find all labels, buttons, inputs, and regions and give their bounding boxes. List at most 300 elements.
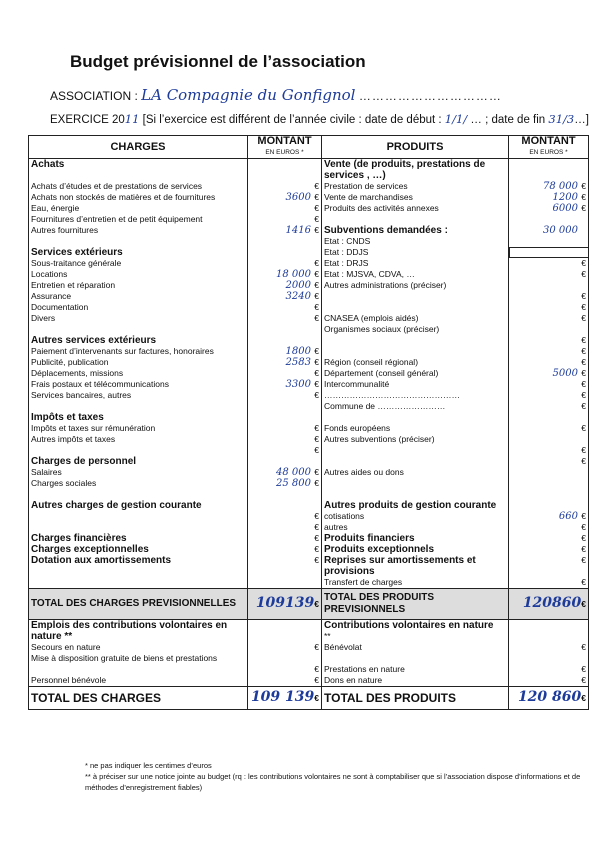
produit-amount[interactable] bbox=[509, 401, 589, 412]
charge-amount[interactable] bbox=[248, 181, 322, 192]
euro-sign: € bbox=[314, 302, 319, 312]
charge-label: Charges financières bbox=[29, 533, 248, 544]
charge-label: Achats d’études et de prestations de services bbox=[29, 181, 248, 192]
produit-label: Autres subventions (préciser) bbox=[322, 434, 509, 445]
charge-label bbox=[29, 324, 248, 335]
produit-amount[interactable] bbox=[509, 412, 589, 423]
produit-label: cotisations bbox=[322, 511, 509, 522]
charge-amount[interactable] bbox=[248, 258, 322, 269]
handwritten-amount: 25 800 bbox=[276, 478, 311, 489]
charge-label: Dotation aux amortissements bbox=[29, 555, 248, 566]
produit-amount[interactable] bbox=[509, 544, 589, 555]
euro-sign: € bbox=[581, 642, 586, 652]
produit-amount[interactable] bbox=[509, 489, 589, 500]
handwritten-amount: 120 860 bbox=[517, 689, 582, 705]
footnotes bbox=[85, 760, 585, 793]
charge-label: Fournitures d’entretien et de petit équipement bbox=[29, 214, 248, 225]
euro-sign: € bbox=[581, 192, 586, 202]
contrib-charge-amount[interactable] bbox=[248, 620, 322, 632]
total-produits-prev-amount[interactable] bbox=[509, 589, 589, 620]
charge-label: Services extérieurs bbox=[29, 247, 248, 258]
contrib-produit-amount[interactable] bbox=[509, 664, 589, 675]
charge-label: Charges exceptionnelles bbox=[29, 544, 248, 555]
handwritten-amount: 1800 bbox=[285, 346, 311, 357]
produit-amount[interactable] bbox=[509, 192, 589, 203]
charge-label: Services bancaires, autres bbox=[29, 390, 248, 401]
table-row bbox=[29, 335, 589, 346]
table-row bbox=[29, 544, 589, 555]
produit-label: Etat : MJSVA, CDVA, … bbox=[322, 269, 509, 280]
charge-label: Publicité, publication bbox=[29, 357, 248, 368]
charge-amount[interactable] bbox=[248, 445, 322, 456]
charge-label bbox=[29, 511, 248, 522]
contribution-row bbox=[29, 675, 589, 687]
charge-label: Salaires bbox=[29, 467, 248, 478]
handwritten-amount: 1200 bbox=[552, 192, 578, 203]
euro-sign: € bbox=[581, 522, 586, 532]
charge-amount[interactable] bbox=[248, 423, 322, 434]
produit-label: ………………………………………… bbox=[322, 390, 509, 401]
euro-sign: € bbox=[581, 368, 586, 378]
table-row bbox=[29, 181, 589, 192]
table-row bbox=[29, 434, 589, 445]
produit-amount[interactable] bbox=[509, 456, 589, 467]
charge-label: Divers bbox=[29, 313, 248, 324]
total-charges-prev-amount[interactable] bbox=[248, 589, 322, 620]
euro-sign: € bbox=[314, 225, 319, 235]
total-charges-amount[interactable] bbox=[248, 687, 322, 710]
charge-amount[interactable] bbox=[248, 555, 322, 566]
contrib-charge-label: Emplois des contributions volontaires en bbox=[29, 620, 248, 632]
produit-label: Organismes sociaux (préciser) bbox=[322, 324, 509, 335]
produit-label bbox=[322, 214, 509, 225]
charge-label: Charges de personnel bbox=[29, 456, 248, 467]
produit-amount[interactable] bbox=[509, 170, 589, 181]
contribution-row bbox=[29, 653, 589, 664]
produit-amount[interactable] bbox=[509, 566, 589, 577]
total-charges-prev-label: TOTAL DES CHARGES PREVISIONNELLES bbox=[29, 589, 248, 620]
charge-label: Achats non stockés de matières et de fournitures bbox=[29, 192, 248, 203]
table-row bbox=[29, 302, 589, 313]
exercice-close: …] bbox=[574, 114, 589, 126]
euro-sign: € bbox=[581, 693, 586, 703]
euro-sign: € bbox=[581, 291, 586, 301]
produit-label: Vente de marchandises bbox=[322, 192, 509, 203]
handwritten-amount: 48 000 bbox=[276, 467, 311, 478]
exercice-label: EXERCICE 20 bbox=[50, 114, 125, 126]
footnote-2: ** à préciser sur une notice jointe au budget (rq : les contributions volontaires ne sont à comptabiliser que si l’association dispose d’informations et de méthodes d’enregistrement fiables) bbox=[85, 772, 581, 792]
contrib-produit-amount[interactable] bbox=[509, 631, 589, 642]
handwritten-amount: 109139 bbox=[255, 595, 315, 611]
contribution-row bbox=[29, 620, 589, 632]
euro-sign: € bbox=[314, 280, 319, 290]
produit-amount[interactable] bbox=[509, 445, 589, 456]
euro-sign: € bbox=[314, 522, 319, 532]
table-row bbox=[29, 456, 589, 467]
produit-amount[interactable] bbox=[509, 225, 589, 236]
charge-amount[interactable] bbox=[248, 192, 322, 203]
euro-sign: € bbox=[581, 544, 586, 554]
charge-label: Autres fournitures bbox=[29, 225, 248, 236]
produit-label: Etat : DDJS bbox=[322, 247, 509, 258]
footnote-1: * ne pas indiquer les centimes d’euros bbox=[85, 761, 212, 770]
euro-sign: € bbox=[314, 642, 319, 652]
euro-sign: € bbox=[314, 291, 319, 301]
contrib-charge-label: nature ** bbox=[29, 631, 248, 642]
table-row bbox=[29, 511, 589, 522]
handwritten-amount: 3600 bbox=[285, 192, 311, 203]
contrib-produit-label: Bénévolat bbox=[322, 642, 509, 653]
total-produits-prev-label: TOTAL DES PRODUITS PREVISIONNELS bbox=[322, 589, 509, 620]
euro-sign: € bbox=[314, 192, 319, 202]
table-row bbox=[29, 236, 589, 247]
produit-label bbox=[322, 456, 509, 467]
handwritten-amount: 120860 bbox=[522, 595, 582, 611]
contribution-row bbox=[29, 631, 589, 642]
contrib-produit-label: Contributions volontaires en nature bbox=[322, 620, 509, 632]
euro-sign: € bbox=[314, 346, 319, 356]
produit-label: Intercommunalité bbox=[322, 379, 509, 390]
handwritten-amount: 2583 bbox=[285, 357, 311, 368]
produit-amount[interactable] bbox=[509, 181, 589, 192]
charge-label: Autres charges de gestion courante bbox=[29, 500, 248, 511]
euro-sign: € bbox=[314, 478, 319, 488]
charge-label: Déplacements, missions bbox=[29, 368, 248, 379]
produit-label: Etat : DRJS bbox=[322, 258, 509, 269]
euro-sign: € bbox=[581, 533, 586, 543]
charge-amount[interactable] bbox=[248, 379, 322, 390]
produit-label bbox=[322, 335, 509, 346]
charge-amount[interactable] bbox=[248, 203, 322, 214]
contrib-produit-label: Prestations en nature bbox=[322, 664, 509, 675]
produit-amount[interactable] bbox=[509, 236, 589, 247]
handwritten-amount: 30 000 bbox=[543, 225, 578, 236]
end-date[interactable]: 31/3 bbox=[548, 112, 575, 126]
table-row bbox=[29, 467, 589, 478]
euro-sign: € bbox=[314, 203, 319, 213]
produit-amount[interactable] bbox=[509, 302, 589, 313]
handwritten-amount: 660 bbox=[558, 511, 578, 522]
produit-label bbox=[322, 412, 509, 423]
charge-amount[interactable] bbox=[248, 302, 322, 313]
produit-amount[interactable] bbox=[509, 379, 589, 390]
produit-label: Produits financiers bbox=[322, 533, 509, 544]
charge-amount[interactable] bbox=[248, 324, 322, 335]
charge-amount[interactable] bbox=[248, 566, 322, 577]
charge-amount[interactable] bbox=[248, 511, 322, 522]
charges-header: CHARGES bbox=[29, 136, 248, 159]
produit-label: Subventions demandées : bbox=[322, 225, 509, 236]
contrib-produit-label: ** bbox=[322, 631, 509, 642]
handwritten-amount: 78 000 bbox=[543, 181, 578, 192]
produit-label: Fonds européens bbox=[322, 423, 509, 434]
table-row bbox=[29, 500, 589, 511]
euro-sign: € bbox=[314, 544, 319, 554]
contrib-charge-amount[interactable] bbox=[248, 675, 322, 687]
handwritten-amount: 2000 bbox=[285, 280, 311, 291]
charge-label bbox=[29, 445, 248, 456]
produit-amount[interactable] bbox=[509, 577, 589, 589]
contrib-charge-amount[interactable] bbox=[248, 642, 322, 653]
euro-sign: € bbox=[314, 434, 319, 444]
handwritten-amount: 5000 bbox=[552, 368, 578, 379]
table-row bbox=[29, 225, 589, 236]
end-label: … ; date de fin bbox=[470, 114, 546, 126]
charge-amount[interactable] bbox=[248, 346, 322, 357]
charge-label: Frais postaux et télécommunications bbox=[29, 379, 248, 390]
charge-amount[interactable] bbox=[248, 500, 322, 511]
charge-label: Charges sociales bbox=[29, 478, 248, 489]
produit-amount[interactable] bbox=[509, 313, 589, 324]
handwritten-amount: 1416 bbox=[285, 225, 311, 236]
charge-amount[interactable] bbox=[248, 390, 322, 401]
charge-amount[interactable] bbox=[248, 214, 322, 225]
contrib-produit-amount[interactable] bbox=[509, 620, 589, 632]
produit-amount[interactable] bbox=[509, 357, 589, 368]
charge-label bbox=[29, 522, 248, 533]
produit-amount[interactable] bbox=[509, 522, 589, 533]
produit-amount[interactable] bbox=[509, 434, 589, 445]
charge-amount[interactable] bbox=[248, 236, 322, 247]
table-row bbox=[29, 192, 589, 203]
table-row bbox=[29, 368, 589, 379]
charge-amount[interactable] bbox=[248, 335, 322, 346]
euro-sign: € bbox=[581, 456, 586, 466]
produit-label: Transfert de charges bbox=[322, 577, 509, 589]
contrib-charge-amount[interactable] bbox=[248, 664, 322, 675]
table-row bbox=[29, 390, 589, 401]
euro-sign: € bbox=[314, 693, 319, 703]
produit-amount[interactable] bbox=[509, 203, 589, 214]
euro-sign: € bbox=[581, 258, 586, 268]
table-row bbox=[29, 247, 589, 258]
produit-label: provisions bbox=[322, 566, 509, 577]
charge-label bbox=[29, 577, 248, 589]
montant-header-charges: MONTANT EN EUROS * bbox=[248, 136, 322, 159]
contrib-charge-label: Personnel bénévole bbox=[29, 675, 248, 687]
charge-label bbox=[29, 489, 248, 500]
table-row bbox=[29, 357, 589, 368]
euro-sign: € bbox=[581, 401, 586, 411]
euro-sign: € bbox=[581, 511, 586, 521]
contrib-produit-amount[interactable] bbox=[509, 653, 589, 664]
produit-amount[interactable] bbox=[509, 555, 589, 566]
produit-amount[interactable] bbox=[509, 291, 589, 302]
charge-amount[interactable] bbox=[248, 280, 322, 291]
charge-amount[interactable] bbox=[248, 313, 322, 324]
produit-amount[interactable] bbox=[509, 500, 589, 511]
produit-label: Commune de …………………… bbox=[322, 401, 509, 412]
euro-sign: € bbox=[581, 555, 586, 565]
total-produits-label: TOTAL DES PRODUITS bbox=[322, 687, 509, 710]
handwritten-amount: 3300 bbox=[285, 379, 311, 390]
association-name[interactable]: LA Compagnie du Gonfignol bbox=[141, 86, 356, 104]
table-row bbox=[29, 291, 589, 302]
charge-amount[interactable] bbox=[248, 533, 322, 544]
produit-amount[interactable] bbox=[509, 335, 589, 346]
charge-amount[interactable] bbox=[248, 577, 322, 589]
table-row bbox=[29, 522, 589, 533]
charge-amount[interactable] bbox=[248, 489, 322, 500]
euro-sign: € bbox=[314, 313, 319, 323]
contrib-charge-amount[interactable] bbox=[248, 631, 322, 642]
produit-amount[interactable] bbox=[509, 478, 589, 489]
charge-amount[interactable] bbox=[248, 368, 322, 379]
produit-amount[interactable] bbox=[509, 533, 589, 544]
euro-sign: € bbox=[581, 599, 586, 609]
exercice-year[interactable]: 11 bbox=[124, 112, 140, 126]
table-row bbox=[29, 423, 589, 434]
euro-sign: € bbox=[314, 357, 319, 367]
produit-label: Produits exceptionnels bbox=[322, 544, 509, 555]
table-header bbox=[29, 136, 589, 159]
start-date[interactable]: 1/1/ bbox=[444, 112, 468, 126]
table-row bbox=[29, 214, 589, 225]
charge-amount[interactable] bbox=[248, 456, 322, 467]
charge-amount[interactable] bbox=[248, 478, 322, 489]
contrib-charge-label: Secours en nature bbox=[29, 642, 248, 653]
produit-amount[interactable] bbox=[509, 346, 589, 357]
charge-label: Locations bbox=[29, 269, 248, 280]
euro-sign: € bbox=[314, 675, 319, 685]
produit-amount[interactable] bbox=[509, 159, 589, 171]
contrib-produit-amount[interactable] bbox=[509, 642, 589, 653]
euro-sign: € bbox=[314, 368, 319, 378]
contrib-charge-label bbox=[29, 664, 248, 675]
produit-amount[interactable] bbox=[509, 467, 589, 478]
table-row bbox=[29, 313, 589, 324]
euro-sign: € bbox=[314, 269, 319, 279]
produit-label: Produits des activités annexes bbox=[322, 203, 509, 214]
euro-sign: € bbox=[314, 533, 319, 543]
produit-label bbox=[322, 478, 509, 489]
euro-sign: € bbox=[314, 423, 319, 433]
table-row bbox=[29, 445, 589, 456]
produit-amount[interactable] bbox=[509, 390, 589, 401]
charge-label: Entretien et réparation bbox=[29, 280, 248, 291]
charge-label bbox=[29, 566, 248, 577]
produit-amount[interactable] bbox=[509, 280, 589, 291]
produit-amount[interactable] bbox=[509, 511, 589, 522]
charge-label: Paiement d’intervenants sur factures, honoraires bbox=[29, 346, 248, 357]
charge-amount[interactable] bbox=[248, 522, 322, 533]
euro-sign: € bbox=[581, 379, 586, 389]
charge-amount[interactable] bbox=[248, 412, 322, 423]
charge-label: Autres impôts et taxes bbox=[29, 434, 248, 445]
produit-label bbox=[322, 302, 509, 313]
charge-amount[interactable] bbox=[248, 159, 322, 171]
contrib-charge-amount[interactable] bbox=[248, 653, 322, 664]
euro-sign: € bbox=[314, 390, 319, 400]
euro-sign: € bbox=[314, 181, 319, 191]
charge-amount[interactable] bbox=[248, 434, 322, 445]
table-row bbox=[29, 170, 589, 181]
table-row bbox=[29, 258, 589, 269]
charge-amount[interactable] bbox=[248, 225, 322, 236]
produit-amount[interactable] bbox=[509, 258, 589, 269]
charge-label bbox=[29, 170, 248, 181]
charge-label: Assurance bbox=[29, 291, 248, 302]
charge-label: Autres services extérieurs bbox=[29, 335, 248, 346]
charge-amount[interactable] bbox=[248, 401, 322, 412]
produit-label: Etat : CNDS bbox=[322, 236, 509, 247]
contrib-produit-amount[interactable] bbox=[509, 675, 589, 687]
euro-sign: € bbox=[581, 390, 586, 400]
euro-sign: € bbox=[581, 313, 586, 323]
produit-amount[interactable] bbox=[509, 423, 589, 434]
produit-label bbox=[322, 445, 509, 456]
produit-label: Région (conseil régional) bbox=[322, 357, 509, 368]
euro-sign: € bbox=[314, 445, 319, 455]
exercice-bracket: [Si l’exercice est différent de l’année civile : date de début : bbox=[142, 114, 442, 126]
produit-label: Autres aides ou dons bbox=[322, 467, 509, 478]
charge-amount[interactable] bbox=[248, 247, 322, 258]
produit-label: Prestation de services bbox=[322, 181, 509, 192]
table-row bbox=[29, 533, 589, 544]
association-dots: …………………………… bbox=[358, 89, 502, 103]
handwritten-amount: 6000 bbox=[552, 203, 578, 214]
charge-label: Sous-traitance générale bbox=[29, 258, 248, 269]
table-row bbox=[29, 478, 589, 489]
table-row bbox=[29, 324, 589, 335]
table-row bbox=[29, 412, 589, 423]
contrib-produit-label: Dons en nature bbox=[322, 675, 509, 687]
charge-amount[interactable] bbox=[248, 269, 322, 280]
total-previsionnel-row bbox=[29, 589, 589, 620]
produit-amount[interactable] bbox=[509, 247, 589, 258]
charge-amount[interactable] bbox=[248, 357, 322, 368]
table-row bbox=[29, 379, 589, 390]
charge-amount[interactable] bbox=[248, 291, 322, 302]
produit-label: services , …) bbox=[322, 170, 509, 181]
produit-label bbox=[322, 346, 509, 357]
page-title: Budget prévisionnel de l’association bbox=[70, 52, 366, 71]
charge-label bbox=[29, 236, 248, 247]
contrib-charge-label: Mise à disposition gratuite de biens et prestations bbox=[29, 653, 248, 664]
produit-label: CNASEA (emplois aidés) bbox=[322, 313, 509, 324]
produit-label: autres bbox=[322, 522, 509, 533]
produit-label: Autres administrations (préciser) bbox=[322, 280, 509, 291]
produit-amount[interactable] bbox=[509, 269, 589, 280]
association-label: ASSOCIATION : bbox=[50, 89, 138, 103]
handwritten-amount: 109 139 bbox=[250, 689, 315, 705]
charge-amount[interactable] bbox=[248, 170, 322, 181]
contribution-row bbox=[29, 664, 589, 675]
charge-amount[interactable] bbox=[248, 544, 322, 555]
euro-sign: € bbox=[581, 675, 586, 685]
charge-amount[interactable] bbox=[248, 467, 322, 478]
euro-sign: € bbox=[581, 423, 586, 433]
charge-label bbox=[29, 401, 248, 412]
table-row bbox=[29, 203, 589, 214]
produit-amount[interactable] bbox=[509, 214, 589, 225]
exercice-line bbox=[50, 112, 589, 126]
euro-sign: € bbox=[581, 346, 586, 356]
euro-sign: € bbox=[581, 269, 586, 279]
produit-amount[interactable] bbox=[509, 368, 589, 379]
charge-label: Eau, énergie bbox=[29, 203, 248, 214]
euro-sign: € bbox=[581, 664, 586, 674]
euro-sign: € bbox=[581, 357, 586, 367]
charge-label: Impôts et taxes bbox=[29, 412, 248, 423]
euro-sign: € bbox=[581, 302, 586, 312]
euro-sign: € bbox=[314, 214, 319, 224]
produit-amount[interactable] bbox=[509, 324, 589, 335]
total-produits-amount[interactable] bbox=[509, 687, 589, 710]
produit-label bbox=[322, 489, 509, 500]
charge-label: Documentation bbox=[29, 302, 248, 313]
produit-label: Reprises sur amortissements et bbox=[322, 555, 509, 566]
